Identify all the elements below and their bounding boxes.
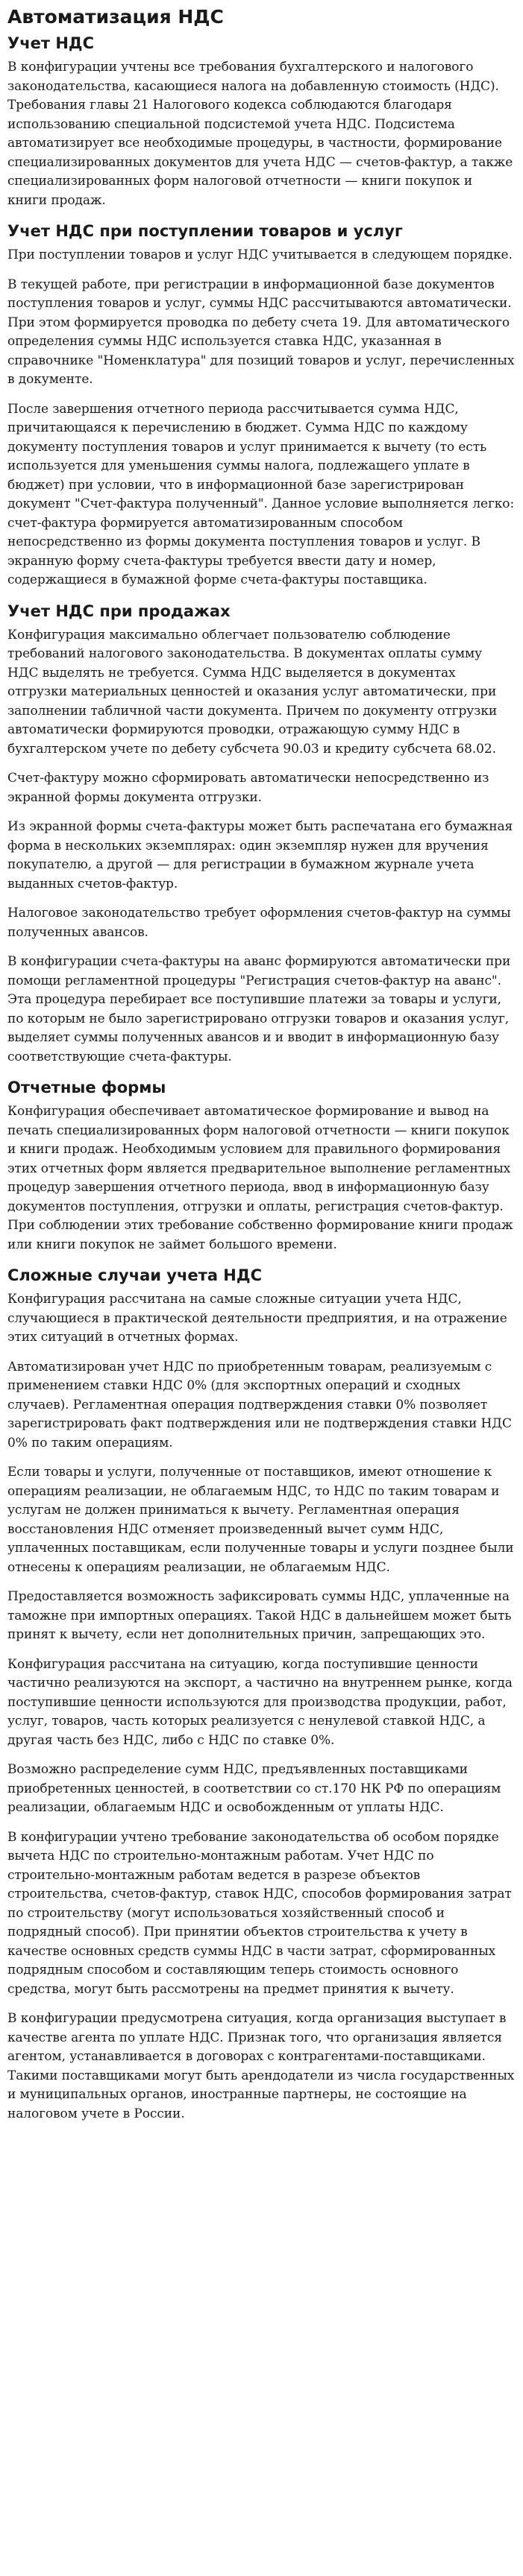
paragraph: Возможно распределение сумм НДС, предъявленных поставщиками приобретенных ценностей, в соответствии со ст.170 НК РФ по операциям реализации, облагаемым НДС и освобожденным от уплаты НДС. — [7, 1762, 501, 1815]
paragraph: Конфигурация максимально облегчает пользователю соблюдение требований налогового законодательства. В документах оплаты сумму НДС выделять не требуется. Сумма НДС выделяется в документах отгрузки материальных ценностей и оказания услуг автоматически, при заполнении табличной части документа. Причем по документу отгрузки автоматически формируются проводки, отражающую сумму НДС в бухгалтерском учете по дебету субсчета 90.03 и кредиту субсчета 68.02. — [7, 627, 498, 757]
paragraph: В конфигурации учтено требование законодательства об особом порядке вычета НДС по строительно-монтажным работам. Учет НДС по строительно-монтажным работам ведется в разрезе объектов строительства, счетов-фактур, ставок НДС, способов формирования затрат по строительству (могут использоваться хозяйственный способ и подрядный способ). При принятии объектов строительства к учету в качестве основных средств суммы НДС в части затрат, сформированных подрядным способом и составляющим теперь стоимость основного средства, могут быть рассмотрены на предмет принятия к вычету. — [7, 1829, 512, 1997]
paragraph: После завершения отчетного периода рассчитывается сумма НДС, причитающаяся к перечислению в бюджет. Сумма НДС по каждому документу поступления товаров и услуг принимается к вычету (то есть используется для уменьшения суммы налога, подлежащего уплате в бюджет) при условии, что в информационной базе зарегистрирован документ "Счет-фактура полученный". Данное условие выполняется легко: счет-фактура формируется автоматизированным способом непосредственно из формы документа поступления товаров и услуг. В экранную форму счета-фактуры требуется ввести дату и номер, содержащиеся в бумажной форме счета-фактуры поставщика. — [7, 401, 515, 587]
paragraph: Налоговое законодательство требует оформления счетов-фактур на суммы полученных авансов. — [7, 906, 511, 940]
paragraph: В конфигурации учтены все требования бухгалтерского и налогового законодательства, касающиеся налога на добавленную стоимость (НДС). Требования главы 21 Налогового кодекса соблюдаются благодаря использованию специальной подсистемой учета НДС. Подсистема автоматизирует все необходимые процедуры, в частности, формирование специализированных документов для учета НДС — счетов-фактур, а также специализированных форм налоговой отчетности — книги покупок и книги продаж. — [7, 60, 513, 208]
paragraph: Счет-фактуру можно сформировать автоматически непосредственно из экранной формы документа отгрузки. — [7, 771, 489, 805]
section-heading: Отчетные формы — [7, 1079, 166, 1096]
paragraph: Предоставляется возможность зафиксировать суммы НДС, уплаченные на таможне при импортных операциях. Такой НДС в дальнейшем может быть принят к вычету, если нет дополнительных причин, запрещающих это. — [7, 1589, 512, 1642]
document-body — [7, 33, 516, 2124]
section-heading: Учет НДС — [7, 34, 95, 52]
paragraph: Автоматизирован учет НДС по приобретенным товарам, реализуемым с применением ставки НДС 0% (для экспортных операций и сходных случаев). Регламентная операция подтверждения ставки 0% позволяет зарегистрировать факт подтверждения или не подтверждения ставки НДС 0% по таким операциям. — [7, 1359, 512, 1450]
paragraph: Конфигурация рассчитана на ситуацию, когда поступившие ценности частично реализуются на экспорт, а частично на внутреннем рынке, когда поступившие ценности используются для производства продукции, работ, услуг, товаров, часть которых реализуется с ненулевой ставкой НДС, а другая часть без НДС, либо с НДС по ставке 0%. — [7, 1656, 513, 1748]
paragraph: Конфигурация обеспечивает автоматическое формирование и вывод на печать специализированных форм налоговой отчетности — книги покупок и книги продаж. Необходимым условием для правильного формирования этих отчетных форм является предварительное выполнение регламентных процедур завершения отчетного периода, ввод в информационную базу документов поступления, отгрузки и оплаты, регистрация счетов-фактур. При соблюдении этих требование собственно формирование книги продаж или книги покупок не займет большого времени. — [7, 1104, 513, 1252]
section-heading: Учет НДС при поступлении товаров и услуг — [7, 222, 403, 240]
paragraph: В конфигурации счета-фактуры на аванс формируются автоматически при помощи регламентной процедуры "Регистрация счетов-фактур на аванс". Эта процедура перебирает все поступившие платежи за товары и услуги, по которым не было зарегистрировано отгрузки товаров и оказания услуг, выделяет суммы полученных авансов и и вводит в информационную базу соответствующие счета-фактуры. — [7, 954, 511, 1064]
paragraph: Конфигурация рассчитана на самые сложные ситуации учета НДС, случающиеся в практической деятельности предприятия, и на отражение этих ситуаций в отчетных формах. — [7, 1292, 507, 1345]
paragraph: Если товары и услуги, полученные от поставщиков, имеют отношение к операциям реализации, не облагаемым НДС, то НДС по таким товарам и услугам не должен приниматься к вычету. Регламентная операция восстановления НДС отменяет произведенный вычет сумм НДС, уплаченных поставщикам, если полученные товары и услуги позднее были отнесены к операциям реализации, не облагаемым НДС. — [7, 1465, 514, 1575]
paragraph: В конфигурации предусмотрена ситуация, когда организация выступает в качестве агента по уплате НДС. Признак того, что организация является агентом, устанавливается в договорах с контрагентами-поставщиками. Такими поставщиками могут быть арендодатели из числа государственных и муниципальных органов, иностранные партнеры, не состоящие на налоговом учете в России. — [7, 2011, 515, 2121]
paragraph: При поступлении товаров и услуг НДС учитывается в следующем порядке. — [7, 247, 513, 262]
paragraph: В текущей работе, при регистрации в информационной базе документов поступления товаров и услуг, суммы НДС рассчитываются автоматически. При этом формируется проводка по дебету счета 19. Для автоматического определения суммы НДС используется ставка НДС, указанная в справочнике "Номенклатура" для позиций товаров и услуг, перечисленных в документе. — [7, 277, 515, 387]
section-heading: Сложные случаи учета НДС — [7, 1266, 262, 1284]
section-heading: Учет НДС при продажах — [7, 602, 231, 620]
page-title: Автоматизация НДС — [7, 6, 224, 28]
paragraph: Из экранной формы счета-фактуры может быть распечатана его бумажная форма в нескольких экземплярах: один экземпляр нужен для вручения покупателю, а другой — для регистрации в бумажном журнале учета выданных счетов-фактур. — [7, 819, 513, 891]
